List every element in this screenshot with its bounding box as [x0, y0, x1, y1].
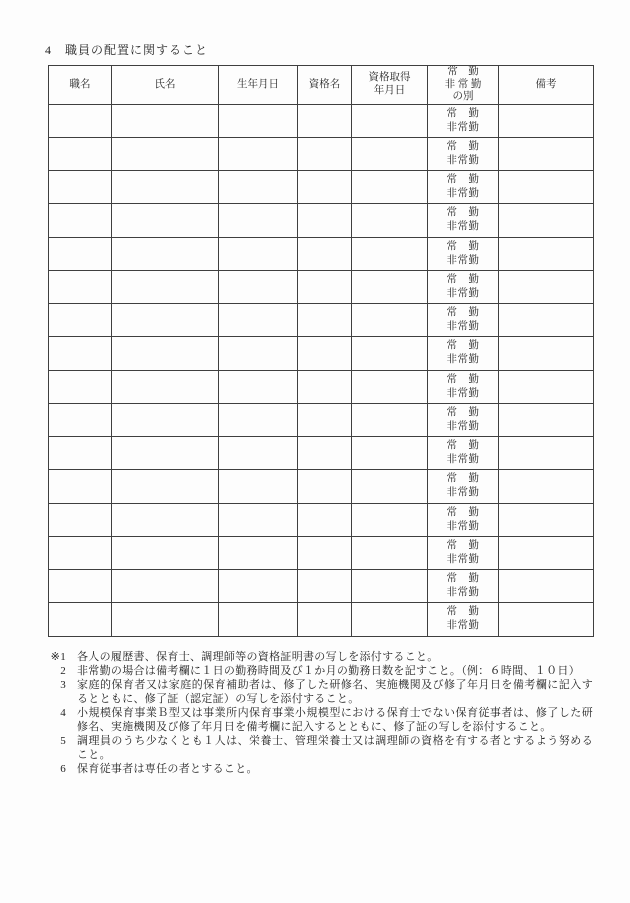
table-row — [49, 337, 594, 370]
cell-qualification-date — [352, 137, 428, 170]
header-cell-name — [112, 66, 219, 105]
cell-qualification — [298, 437, 352, 470]
cell-birth-date — [219, 104, 298, 137]
cell-birth-date — [219, 204, 298, 237]
cell-remarks — [499, 204, 594, 237]
header-label-line: 年月日 — [373, 84, 406, 96]
cell-job-title — [49, 270, 112, 303]
cell-birth-date — [219, 237, 298, 270]
cell-name — [112, 536, 219, 569]
cell-qualification — [298, 470, 352, 503]
cell-birth-date — [219, 403, 298, 436]
note-text: 保育従事者は専任の者とすること。 — [77, 763, 258, 775]
cell-qualification — [298, 270, 352, 303]
status-part-time-label: 非常勤 — [446, 321, 480, 333]
cell-qualification — [298, 536, 352, 569]
header-label-line: 資格名 — [308, 78, 341, 90]
note-marker: ※1 — [50, 651, 66, 663]
header-cell-job-title — [49, 66, 112, 105]
cell-remarks — [499, 337, 594, 370]
header-cell-birth-date — [219, 66, 298, 105]
header-label-line: 備考 — [535, 78, 557, 90]
cell-name — [112, 304, 219, 337]
cell-qualification-date — [352, 204, 428, 237]
page-title: 4 職員の配置に関すること — [45, 43, 209, 57]
cell-name — [112, 403, 219, 436]
staff-table — [48, 65, 594, 637]
cell-qualification — [298, 137, 352, 170]
cell-job-title — [49, 304, 112, 337]
note-marker: 4 — [60, 707, 66, 719]
status-full-time-label: 常 勤 — [446, 539, 480, 551]
cell-qualification-date — [352, 171, 428, 204]
cell-remarks — [499, 304, 594, 337]
cell-name — [112, 270, 219, 303]
cell-remarks — [499, 270, 594, 303]
status-full-time-label: 常 勤 — [446, 307, 480, 319]
status-part-time-label: 非常勤 — [446, 520, 480, 532]
note-item — [45, 706, 593, 734]
cell-employment-type — [428, 237, 499, 270]
status-full-time-label: 常 勤 — [446, 573, 480, 585]
note-item — [45, 734, 593, 762]
table-row — [49, 470, 594, 503]
cell-qualification — [298, 503, 352, 536]
cell-remarks — [499, 137, 594, 170]
status-full-time-label: 常 勤 — [446, 506, 480, 518]
cell-job-title — [49, 503, 112, 536]
cell-remarks — [499, 603, 594, 636]
cell-name — [112, 171, 219, 204]
header-label-line: 常 勤 — [447, 66, 479, 77]
status-part-time-label: 非常勤 — [446, 454, 480, 466]
cell-remarks — [499, 503, 594, 536]
status-part-time-label: 非常勤 — [446, 287, 480, 299]
cell-birth-date — [219, 137, 298, 170]
status-full-time-label: 常 勤 — [446, 373, 480, 385]
header-label-line: の別 — [452, 91, 474, 102]
status-full-time-label: 常 勤 — [446, 174, 480, 186]
status-part-time-label: 非常勤 — [446, 221, 480, 233]
cell-qualification — [298, 603, 352, 636]
table-row — [49, 536, 594, 569]
cell-qualification-date — [352, 603, 428, 636]
cell-employment-type — [428, 503, 499, 536]
note-marker: 6 — [60, 763, 66, 775]
cell-job-title — [49, 603, 112, 636]
cell-remarks — [499, 370, 594, 403]
cell-qualification — [298, 570, 352, 603]
cell-qualification-date — [352, 403, 428, 436]
cell-employment-type — [428, 370, 499, 403]
cell-qualification — [298, 370, 352, 403]
cell-job-title — [49, 204, 112, 237]
cell-qualification — [298, 403, 352, 436]
note-text: 調理員のうち少なくとも１人は、栄養士、管理栄養士又は調理師の資格を有する者とするよう努めること。 — [77, 735, 593, 761]
status-full-time-label: 常 勤 — [446, 140, 480, 152]
note-marker: 2 — [60, 665, 66, 677]
cell-employment-type — [428, 337, 499, 370]
cell-employment-type — [428, 104, 499, 137]
cell-qualification-date — [352, 304, 428, 337]
cell-qualification — [298, 237, 352, 270]
cell-job-title — [49, 470, 112, 503]
cell-name — [112, 570, 219, 603]
status-full-time-label: 常 勤 — [446, 273, 480, 285]
note-item — [45, 664, 593, 678]
cell-qualification — [298, 171, 352, 204]
table-row — [49, 270, 594, 303]
cell-remarks — [499, 437, 594, 470]
header-label-line: 資格取得 — [368, 72, 411, 84]
status-full-time-label: 常 勤 — [446, 107, 480, 119]
header-cell-qualification — [298, 66, 352, 105]
status-part-time-label: 非常勤 — [446, 354, 480, 366]
status-part-time-label: 非常勤 — [446, 420, 480, 432]
cell-name — [112, 137, 219, 170]
cell-employment-type — [428, 603, 499, 636]
status-full-time-label: 常 勤 — [446, 606, 480, 618]
cell-qualification — [298, 337, 352, 370]
table-row — [49, 237, 594, 270]
cell-birth-date — [219, 536, 298, 569]
note-text: 非常勤の場合は備考欄に１日の勤務時間及び１か月の勤務日数を記すこと。（例：６時間、１０日） — [77, 665, 580, 677]
cell-qualification-date — [352, 570, 428, 603]
header-label-line: 職名 — [69, 78, 91, 90]
cell-birth-date — [219, 337, 298, 370]
cell-qualification-date — [352, 270, 428, 303]
cell-qualification — [298, 304, 352, 337]
note-item — [45, 678, 593, 706]
status-part-time-label: 非常勤 — [446, 487, 480, 499]
cell-name — [112, 603, 219, 636]
cell-remarks — [499, 403, 594, 436]
cell-name — [112, 337, 219, 370]
cell-employment-type — [428, 403, 499, 436]
cell-birth-date — [219, 437, 298, 470]
status-part-time-label: 非常勤 — [446, 553, 480, 565]
cell-name — [112, 104, 219, 137]
status-full-time-label: 常 勤 — [446, 440, 480, 452]
status-full-time-label: 常 勤 — [446, 240, 480, 252]
cell-remarks — [499, 470, 594, 503]
cell-employment-type — [428, 304, 499, 337]
cell-job-title — [49, 403, 112, 436]
cell-employment-type — [428, 137, 499, 170]
note-text: 小規模保育事業Ｂ型又は事業所内保育事業小規模型における保育士でない保育従事者は、修了した研修名、実施機関及び修了年月日を備考欄に記入するとともに、修了証の写しを添付すること。 — [77, 707, 593, 733]
note-marker: 5 — [60, 735, 66, 747]
table-row — [49, 603, 594, 636]
cell-qualification-date — [352, 536, 428, 569]
cell-qualification-date — [352, 337, 428, 370]
table-row — [49, 503, 594, 536]
cell-job-title — [49, 437, 112, 470]
cell-employment-type — [428, 570, 499, 603]
status-part-time-label: 非常勤 — [446, 121, 480, 133]
cell-birth-date — [219, 570, 298, 603]
cell-job-title — [49, 171, 112, 204]
note-item — [45, 650, 593, 664]
footnotes — [45, 650, 593, 776]
cell-job-title — [49, 104, 112, 137]
cell-birth-date — [219, 370, 298, 403]
cell-qualification-date — [352, 104, 428, 137]
header-label-line: 非 常 勤 — [444, 78, 482, 90]
cell-employment-type — [428, 470, 499, 503]
cell-remarks — [499, 536, 594, 569]
table-row — [49, 104, 594, 137]
cell-employment-type — [428, 437, 499, 470]
cell-birth-date — [219, 304, 298, 337]
cell-name — [112, 204, 219, 237]
cell-birth-date — [219, 470, 298, 503]
table-row — [49, 437, 594, 470]
table-row — [49, 570, 594, 603]
note-text: 家庭的保育者又は家庭的保育補助者は、修了した研修名、実施機関及び修了年月日を備考欄に記入するとともに、修了証（認定証）の写しを添付すること。 — [77, 679, 593, 705]
cell-qualification — [298, 104, 352, 137]
cell-name — [112, 503, 219, 536]
cell-job-title — [49, 570, 112, 603]
cell-employment-type — [428, 270, 499, 303]
table-header-row — [49, 66, 594, 105]
header-cell-employment-type — [428, 66, 499, 105]
cell-name — [112, 370, 219, 403]
cell-remarks — [499, 570, 594, 603]
cell-birth-date — [219, 171, 298, 204]
cell-employment-type — [428, 171, 499, 204]
cell-employment-type — [428, 204, 499, 237]
cell-name — [112, 470, 219, 503]
table-row — [49, 171, 594, 204]
status-part-time-label: 非常勤 — [446, 154, 480, 166]
note-text: 各人の履歴書、保育士、調理師等の資格証明書の写しを添付すること。 — [77, 651, 439, 663]
status-full-time-label: 常 勤 — [446, 207, 480, 219]
cell-job-title — [49, 536, 112, 569]
note-marker: 3 — [60, 679, 66, 691]
cell-qualification-date — [352, 503, 428, 536]
cell-job-title — [49, 237, 112, 270]
table-row — [49, 370, 594, 403]
cell-qualification-date — [352, 437, 428, 470]
status-part-time-label: 非常勤 — [446, 254, 480, 266]
cell-birth-date — [219, 603, 298, 636]
cell-birth-date — [219, 503, 298, 536]
status-full-time-label: 常 勤 — [446, 473, 480, 485]
cell-job-title — [49, 370, 112, 403]
table-row — [49, 137, 594, 170]
header-label-line: 氏名 — [154, 78, 176, 90]
cell-remarks — [499, 171, 594, 204]
cell-remarks — [499, 104, 594, 137]
status-part-time-label: 非常勤 — [446, 188, 480, 200]
status-full-time-label: 常 勤 — [446, 406, 480, 418]
table-row — [49, 304, 594, 337]
cell-remarks — [499, 237, 594, 270]
status-part-time-label: 非常勤 — [446, 587, 480, 599]
header-label-line: 生年月日 — [237, 78, 279, 90]
cell-qualification-date — [352, 237, 428, 270]
table-row — [49, 204, 594, 237]
cell-job-title — [49, 137, 112, 170]
cell-birth-date — [219, 270, 298, 303]
table-row — [49, 403, 594, 436]
header-cell-qualification-date — [352, 66, 428, 105]
cell-name — [112, 237, 219, 270]
status-full-time-label: 常 勤 — [446, 340, 480, 352]
cell-qualification-date — [352, 470, 428, 503]
note-item — [45, 762, 593, 776]
cell-qualification-date — [352, 370, 428, 403]
status-part-time-label: 非常勤 — [446, 387, 480, 399]
cell-employment-type — [428, 536, 499, 569]
header-cell-remarks — [499, 66, 594, 105]
cell-qualification — [298, 204, 352, 237]
status-part-time-label: 非常勤 — [446, 620, 480, 632]
cell-job-title — [49, 337, 112, 370]
cell-name — [112, 437, 219, 470]
